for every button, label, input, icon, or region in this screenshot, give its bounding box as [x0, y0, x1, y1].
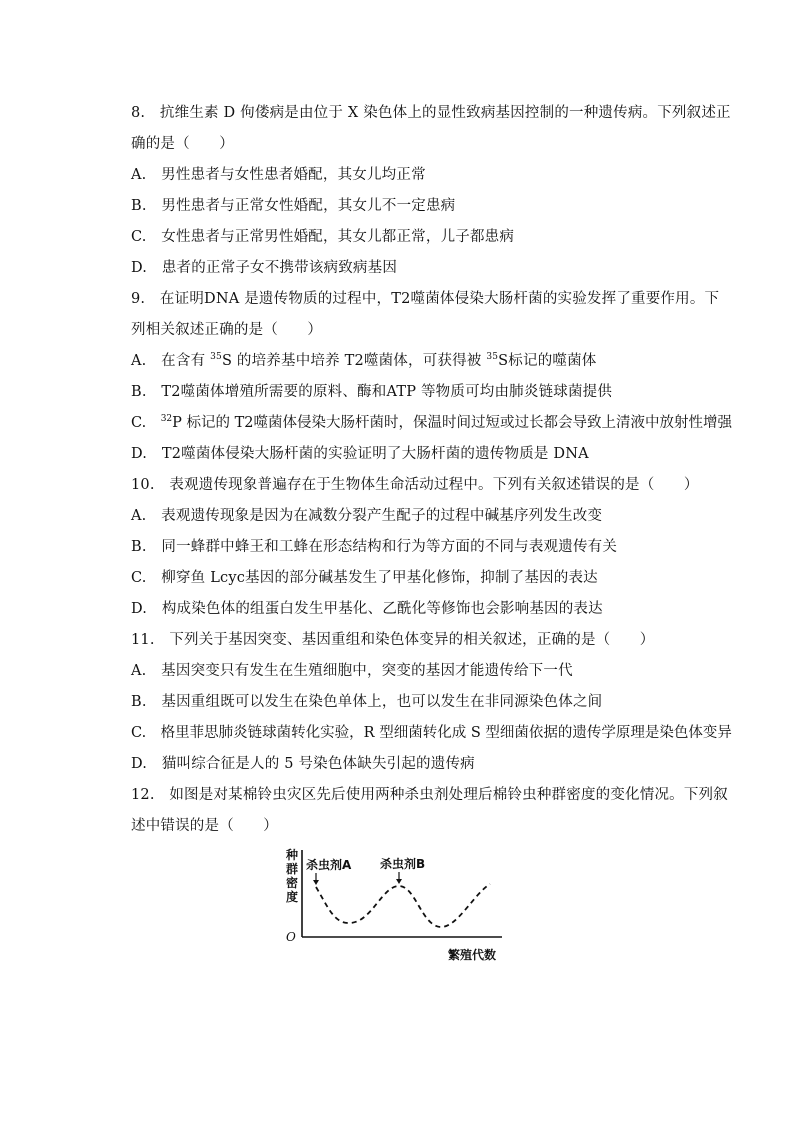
q8-option-b: B. 男性患者与正常女性婚配，其女儿不一定患病 — [131, 198, 456, 214]
origin-label: O — [286, 930, 296, 944]
q10-option-c: C. 柳穿鱼 Lcyc基因的部分碱基发生了甲基化修饰，抑制了基因的表达 — [131, 570, 598, 586]
pesticide-a-label: 杀虫剂A — [306, 858, 352, 872]
q9-option-b: B. T2噬菌体增殖所需要的原料、酶和ATP 等物质可均由肺炎链球菌提供 — [131, 384, 613, 400]
q8-option-d: D. 患者的正常子女不携带该病致病基因 — [131, 260, 398, 276]
q9-option-c-pre: C. — [131, 415, 161, 431]
q9-option-a-mid: S 的培养基中培养 T2噬菌体，可获得被 — [221, 353, 487, 369]
q9-option-a-pre: A. 在含有 — [131, 353, 211, 369]
x-axis-label: 繁殖代数 — [448, 948, 497, 962]
q12-stem-line-1: 12. 如图是对某棉铃虫灾区先后使用两种杀虫剂处理后棉铃虫种群密度的变化情况。下列叙 — [131, 787, 728, 803]
q10-stem-line-1: 10. 表观遗传现象普遍存在于生物体生命活动过程中。下列有关叙述错误的是（ ） — [131, 477, 699, 493]
q10-option-d: D. 构成染色体的组蛋白发生甲基化、乙酰化等修饰也会影响基因的表达 — [131, 601, 603, 617]
q11-option-d: D. 猫叫综合征是人的 5 号染色体缺失引起的遗传病 — [131, 756, 475, 772]
population-density-graph — [282, 842, 514, 966]
q8-option-a: A. 男性患者与女性患者婚配，其女儿均正常 — [131, 167, 426, 183]
population-density-figure — [282, 842, 514, 966]
q8-option-c: C. 女性患者与正常男性婚配，其女儿都正常，儿子都患病 — [131, 229, 515, 245]
pesticide-a-arrowhead — [313, 880, 319, 885]
q9-option-c-post: P 标记的 T2噬菌体侵染大肠杆菌时，保温时间过短或过长都会导致上清液中放射性增强 — [172, 415, 733, 431]
q9-stem-line-1: 9. 在证明DNA 是遗传物质的过程中，T2噬菌体侵染大肠杆菌的实验发挥了重要作用。下 — [131, 291, 720, 307]
q10-option-a: A. 表观遗传现象是因为在减数分裂产生配子的过程中碱基序列发生改变 — [131, 508, 603, 524]
q11-option-c: C. 格里菲思肺炎链球菌转化实验，R 型细菌转化成 S 型细菌依据的遗传学原理是染色体变异 — [131, 725, 732, 741]
isotope-mass-number: 35 — [486, 352, 499, 362]
population-density-curve — [316, 884, 490, 927]
q9-stem-line-2: 列相关叙述正确的是（ ） — [131, 322, 323, 338]
q9-option-a — [131, 351, 597, 371]
q12-stem-line-2: 述中错误的是（ ） — [131, 818, 278, 834]
q9-option-c — [131, 413, 732, 433]
y-axis-label-char: 种 — [286, 848, 299, 862]
q11-stem-line-1: 11. 下列关于基因突变、基因重组和染色体变异的相关叙述，正确的是（ ） — [131, 632, 655, 648]
q9-option-d: D. T2噬菌体侵染大肠杆菌的实验证明了大肠杆菌的遗传物质是 DNA — [131, 446, 589, 462]
q10-option-b: B. 同一蜂群中蜂王和工蜂在形态结构和行为等方面的不同与表观遗传有关 — [131, 539, 618, 555]
y-axis-label-char: 密 — [286, 876, 299, 890]
isotope-mass-number: 35 — [210, 352, 222, 362]
isotope-mass-number: 32 — [160, 414, 173, 424]
pesticide-b-arrowhead — [396, 879, 402, 884]
q9-option-a-post: S标记的噬菌体 — [498, 353, 597, 369]
q8-stem-line-2: 确的是（ ） — [131, 136, 234, 152]
q11-option-b: B. 基因重组既可以发生在染色单体上，也可以发生在非同源染色体之间 — [131, 694, 603, 710]
y-axis-label-char: 群 — [286, 862, 299, 876]
y-axis-label-char: 度 — [286, 890, 299, 904]
pesticide-b-label: 杀虫剂B — [380, 857, 426, 871]
q8-stem-line-1: 8. 抗维生素 D 佝偻病是由位于 X 染色体上的显性致病基因控制的一种遗传病。下列叙述正 — [131, 105, 731, 121]
q11-option-a: A. 基因突变只有发生在生殖细胞中，突变的基因才能遗传给下一代 — [131, 663, 573, 679]
